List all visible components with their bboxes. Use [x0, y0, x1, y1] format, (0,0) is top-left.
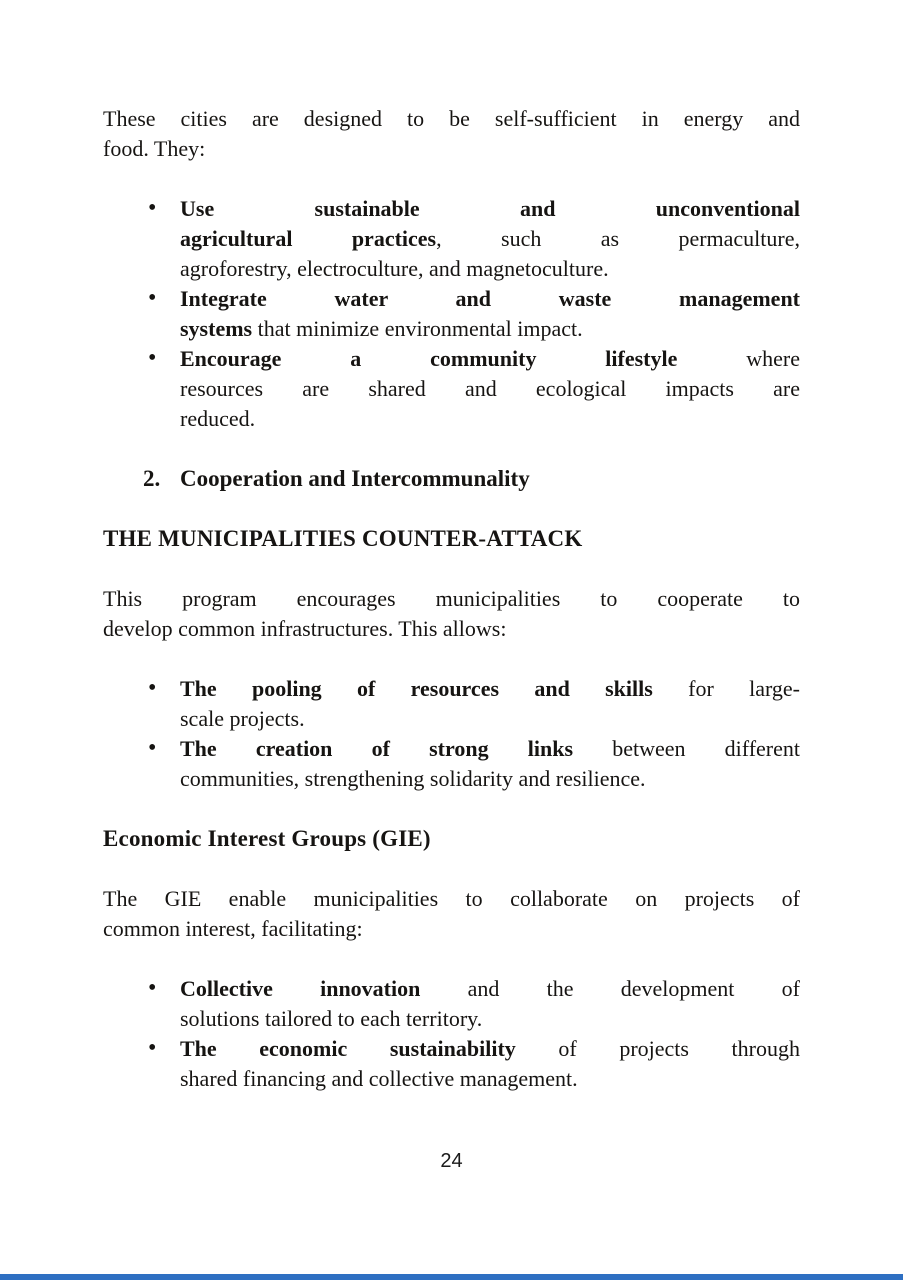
bullet-icon: • [148, 285, 157, 311]
text-segment: agroforestry, electroculture, and magnetoculture. [180, 256, 609, 281]
text-line [180, 1004, 800, 1034]
text-line [180, 374, 800, 404]
list-item [103, 974, 800, 1034]
text-segment: between different [573, 736, 800, 761]
text-line [180, 764, 800, 794]
bullet-icon: • [148, 975, 157, 1001]
text-segment: The GIE enable municipalities to collaborate on projects of [103, 886, 800, 911]
text-segment: common interest, facilitating: [103, 916, 363, 941]
text-segment: that minimize environmental impact. [252, 316, 583, 341]
text-segment: where [677, 346, 800, 371]
heading-economic-interest-groups [103, 824, 800, 854]
bullet-icon: • [148, 345, 157, 371]
text-segment: solutions tailored to each territory. [180, 1006, 483, 1031]
list-number: 2. [143, 466, 161, 491]
text-segment: agricultural practices [180, 226, 437, 251]
text-line [180, 464, 800, 494]
text-segment: reduced. [180, 406, 256, 431]
text-line [103, 524, 800, 554]
text-line [180, 974, 800, 1004]
text-line [180, 734, 800, 764]
text-segment: Collective innovation [180, 976, 421, 1001]
text-line [103, 884, 800, 914]
text-line [180, 1034, 800, 1064]
text-segment: THE MUNICIPALITIES COUNTER-ATTACK [103, 526, 583, 551]
text-segment: Use sustainable and unconventional [180, 196, 800, 221]
list-item [103, 1034, 800, 1094]
intro-cities-paragraph [103, 104, 800, 164]
text-segment: Integrate water and waste management [180, 286, 800, 311]
text-line [180, 224, 800, 254]
text-segment: This program encourages municipalities to cooperate to [103, 586, 800, 611]
text-segment: , such as permaculture, [436, 226, 800, 251]
list-item [103, 284, 800, 344]
text-line [103, 824, 800, 854]
text-segment: for large- [652, 676, 800, 701]
bottom-accent-bar [0, 1274, 903, 1280]
document-blocks [103, 104, 800, 1124]
text-segment: The economic sustainability [180, 1036, 516, 1061]
heading-municipalities-counter-attack [103, 524, 800, 554]
text-segment: The pooling of resources and skills [180, 676, 653, 701]
text-line [180, 404, 800, 434]
text-line [103, 584, 800, 614]
text-segment: Cooperation and Intercommunality [180, 466, 530, 491]
text-line [180, 284, 800, 314]
list-item [103, 344, 800, 434]
text-segment: These cities are designed to be self-sufficient in energy and [103, 106, 800, 131]
text-segment: food. They: [103, 136, 206, 161]
heading-cooperation-intercommunality [103, 464, 800, 494]
bullet-icon: • [148, 675, 157, 701]
bullet-icon: • [148, 1035, 157, 1061]
list-item [103, 734, 800, 794]
text-line [103, 134, 800, 164]
text-segment: and the development of [420, 976, 800, 1001]
list-item [103, 674, 800, 734]
text-segment: systems [180, 316, 253, 341]
text-segment: shared financing and collective management. [180, 1066, 578, 1091]
text-segment: Economic Interest Groups (GIE) [103, 826, 431, 851]
text-line [180, 254, 800, 284]
text-line [103, 914, 800, 944]
text-line [180, 314, 800, 344]
text-segment: scale projects. [180, 706, 305, 731]
bullet-icon: • [148, 735, 157, 761]
program-benefits-list [103, 674, 800, 794]
cities-features-list [103, 194, 800, 434]
text-segment: develop common infrastructures. This allows: [103, 616, 507, 641]
text-line [180, 674, 800, 704]
gie-benefits-list [103, 974, 800, 1094]
text-line [180, 194, 800, 224]
text-segment: Encourage a community lifestyle [180, 346, 678, 371]
text-line [103, 104, 800, 134]
text-segment: The creation of strong links [180, 736, 574, 761]
page-number: 24 [440, 1150, 463, 1172]
program-intro-paragraph [103, 584, 800, 644]
bullet-icon: • [148, 195, 157, 221]
text-line [180, 1064, 800, 1094]
text-line [180, 704, 800, 734]
text-segment: resources are shared and ecological impacts are [180, 376, 800, 401]
gie-intro-paragraph [103, 884, 800, 944]
text-segment: of projects through [515, 1036, 800, 1061]
list-item [103, 194, 800, 284]
text-line [180, 344, 800, 374]
text-segment: communities, strengthening solidarity and resilience. [180, 766, 646, 791]
text-line [103, 614, 800, 644]
